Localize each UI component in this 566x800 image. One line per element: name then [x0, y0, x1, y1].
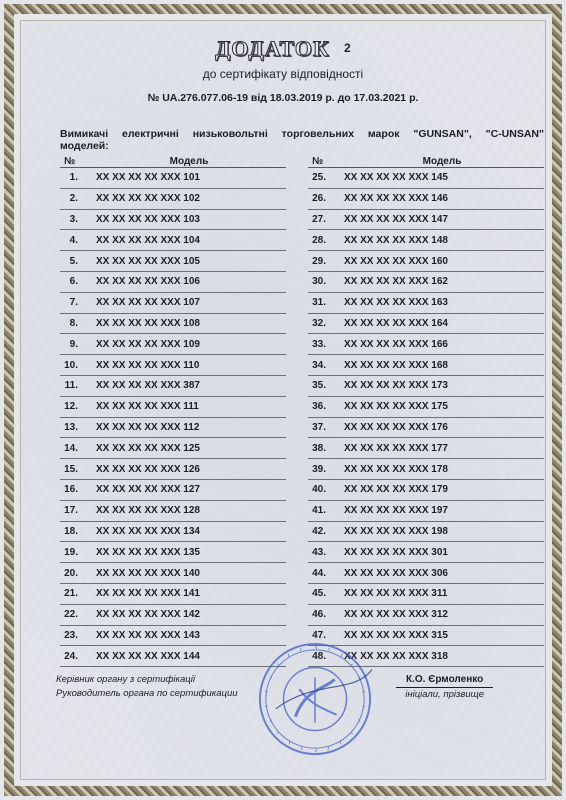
table-row: [60, 168, 286, 189]
table-row: [60, 396, 286, 417]
row-model: XX XX XX XX XXX 177: [340, 438, 544, 459]
table-row: [308, 604, 544, 625]
row-number: 19.: [60, 542, 92, 563]
row-model: XX XX XX XX XXX 134: [92, 521, 286, 542]
row-number: 34.: [308, 355, 340, 376]
row-model: XX XX XX XX XXX 387: [92, 375, 286, 396]
appendix-number: 2: [344, 41, 351, 55]
row-number: 10.: [60, 355, 92, 376]
row-number: 21.: [60, 583, 92, 604]
row-number: 6.: [60, 271, 92, 292]
intro-line: Вимикачі електричні низьковольтні торговельних марок "GUNSAN", "C-UNSAN": [60, 128, 544, 140]
row-model: XX XX XX XX XXX 162: [340, 271, 544, 292]
row-model: XX XX XX XX XXX 175: [340, 396, 544, 417]
row-model: XX XX XX XX XXX 315: [340, 625, 544, 646]
signatory-name: К.О. Єрмоленко: [396, 673, 493, 688]
title-word: ДОДАТОК: [215, 36, 330, 61]
row-model: XX XX XX XX XXX 112: [92, 417, 286, 438]
models-table-left: [60, 155, 286, 667]
table-row: [308, 438, 544, 459]
row-model: XX XX XX XX XXX 318: [340, 646, 544, 667]
row-number: 28.: [308, 230, 340, 251]
signatory-title: [56, 673, 238, 701]
table-header-row: [308, 155, 544, 168]
row-model: XX XX XX XX XXX 101: [92, 168, 286, 189]
document-subtitle: до сертифікату відповідності: [202, 67, 364, 81]
table-row: [308, 459, 544, 480]
table-row: [60, 646, 286, 667]
row-number: 17.: [60, 500, 92, 521]
row-number: 47.: [308, 625, 340, 646]
table-row: [308, 188, 544, 209]
row-number: 13.: [60, 417, 92, 438]
table-header-row: [60, 155, 286, 168]
row-model: XX XX XX XX XXX 106: [92, 271, 286, 292]
row-number: 44.: [308, 563, 340, 584]
row-model: XX XX XX XX XXX 141: [92, 583, 286, 604]
row-number: 35.: [308, 375, 340, 396]
row-number: 26.: [308, 188, 340, 209]
table-row: [60, 355, 286, 376]
certificate-number: № UA.276.077.06-19 від 18.03.2019 р. до 17.03.2021 р.: [147, 92, 419, 104]
table-row: [60, 438, 286, 459]
table-row: [308, 479, 544, 500]
signatory-title-ru: Руководитель органа по сертификации: [56, 688, 238, 699]
table-row: [60, 459, 286, 480]
row-number: 15.: [60, 459, 92, 480]
table-row: [60, 375, 286, 396]
col-number-header: №: [308, 155, 340, 168]
row-number: 45.: [308, 583, 340, 604]
row-number: 33.: [308, 334, 340, 355]
table-row: [308, 396, 544, 417]
row-number: 25.: [308, 168, 340, 189]
table-row: [308, 375, 544, 396]
intro-line-2: моделей:: [60, 140, 109, 152]
row-number: 14.: [60, 438, 92, 459]
row-number: 29.: [308, 251, 340, 272]
table-row: [60, 251, 286, 272]
official-seal-icon: [256, 640, 374, 758]
row-model: XX XX XX XX XXX 176: [340, 417, 544, 438]
row-model: XX XX XX XX XXX 311: [340, 583, 544, 604]
table-row: [60, 417, 286, 438]
row-number: 9.: [60, 334, 92, 355]
models-table-right: [308, 155, 544, 667]
col-number-header: №: [60, 155, 92, 168]
table-row: [308, 209, 544, 230]
table-row: [308, 563, 544, 584]
table-row: [60, 230, 286, 251]
row-number: 11.: [60, 375, 92, 396]
row-number: 20.: [60, 563, 92, 584]
row-model: XX XX XX XX XXX 135: [92, 542, 286, 563]
row-number: 37.: [308, 417, 340, 438]
row-number: 24.: [60, 646, 92, 667]
row-number: 42.: [308, 521, 340, 542]
table-row: [60, 563, 286, 584]
table-row: [308, 168, 544, 189]
signatory-caption: ініціали, прізвище: [405, 689, 484, 700]
row-model: XX XX XX XX XXX 127: [92, 479, 286, 500]
row-model: XX XX XX XX XXX 108: [92, 313, 286, 334]
row-number: 23.: [60, 625, 92, 646]
row-model: XX XX XX XX XXX 147: [340, 209, 544, 230]
table-row: [308, 230, 544, 251]
row-model: XX XX XX XX XXX 173: [340, 375, 544, 396]
row-number: 41.: [308, 500, 340, 521]
row-model: XX XX XX XX XXX 142: [92, 604, 286, 625]
table-row: [60, 271, 286, 292]
row-number: 32.: [308, 313, 340, 334]
table-row: [60, 625, 286, 646]
row-number: 46.: [308, 604, 340, 625]
table-row: [308, 500, 544, 521]
row-number: 43.: [308, 542, 340, 563]
table-row: [60, 334, 286, 355]
row-model: XX XX XX XX XXX 164: [340, 313, 544, 334]
table-row: [60, 209, 286, 230]
row-model: XX XX XX XX XXX 146: [340, 188, 544, 209]
table-row: [308, 334, 544, 355]
row-model: XX XX XX XX XXX 111: [92, 396, 286, 417]
row-model: XX XX XX XX XXX 140: [92, 563, 286, 584]
table-row: [60, 292, 286, 313]
row-number: 31.: [308, 292, 340, 313]
row-number: 30.: [308, 271, 340, 292]
row-model: XX XX XX XX XXX 197: [340, 500, 544, 521]
row-number: 18.: [60, 521, 92, 542]
row-model: XX XX XX XX XXX 110: [92, 355, 286, 376]
table-row: [60, 542, 286, 563]
row-model: XX XX XX XX XXX 128: [92, 500, 286, 521]
table-row: [60, 604, 286, 625]
col-model-header: Модель: [340, 155, 544, 168]
row-number: 1.: [60, 168, 92, 189]
row-model: XX XX XX XX XXX 144: [92, 646, 286, 667]
row-number: 12.: [60, 396, 92, 417]
row-model: XX XX XX XX XXX 145: [340, 168, 544, 189]
col-model-header: Модель: [92, 155, 286, 168]
row-model: XX XX XX XX XXX 143: [92, 625, 286, 646]
table-row: [308, 583, 544, 604]
row-model: XX XX XX XX XXX 178: [340, 459, 544, 480]
signatory-title-ua: Керівник органу з сертифікації: [56, 674, 195, 685]
table-row: [308, 292, 544, 313]
row-number: 48.: [308, 646, 340, 667]
row-number: 8.: [60, 313, 92, 334]
row-model: XX XX XX XX XXX 102: [92, 188, 286, 209]
table-row: [60, 313, 286, 334]
row-model: XX XX XX XX XXX 109: [92, 334, 286, 355]
row-model: XX XX XX XX XXX 103: [92, 209, 286, 230]
row-number: 2.: [60, 188, 92, 209]
table-row: [308, 271, 544, 292]
table-row: [308, 313, 544, 334]
table-row: [60, 188, 286, 209]
row-model: XX XX XX XX XXX 301: [340, 542, 544, 563]
table-row: [308, 521, 544, 542]
signatory-block: [396, 673, 493, 702]
row-model: XX XX XX XX XXX 198: [340, 521, 544, 542]
row-number: 16.: [60, 479, 92, 500]
row-number: 3.: [60, 209, 92, 230]
table-row: [60, 583, 286, 604]
row-number: 4.: [60, 230, 92, 251]
table-row: [308, 417, 544, 438]
row-model: XX XX XX XX XXX 105: [92, 251, 286, 272]
row-model: XX XX XX XX XXX 126: [92, 459, 286, 480]
table-row: [308, 355, 544, 376]
row-number: 5.: [60, 251, 92, 272]
table-row: [60, 500, 286, 521]
row-number: 27.: [308, 209, 340, 230]
row-number: 39.: [308, 459, 340, 480]
table-row: [60, 521, 286, 542]
row-number: 22.: [60, 604, 92, 625]
row-model: XX XX XX XX XXX 104: [92, 230, 286, 251]
row-model: XX XX XX XX XXX 306: [340, 563, 544, 584]
row-model: XX XX XX XX XXX 166: [340, 334, 544, 355]
row-model: XX XX XX XX XXX 168: [340, 355, 544, 376]
row-model: XX XX XX XX XXX 160: [340, 251, 544, 272]
row-model: XX XX XX XX XXX 148: [340, 230, 544, 251]
document-title: [0, 36, 566, 62]
row-number: 36.: [308, 396, 340, 417]
row-model: XX XX XX XX XXX 163: [340, 292, 544, 313]
row-model: XX XX XX XX XXX 312: [340, 604, 544, 625]
row-model: XX XX XX XX XXX 179: [340, 479, 544, 500]
table-row: [60, 479, 286, 500]
row-model: XX XX XX XX XXX 107: [92, 292, 286, 313]
table-row: [308, 251, 544, 272]
table-row: [308, 542, 544, 563]
row-number: 7.: [60, 292, 92, 313]
row-model: XX XX XX XX XXX 125: [92, 438, 286, 459]
row-number: 38.: [308, 438, 340, 459]
row-number: 40.: [308, 479, 340, 500]
